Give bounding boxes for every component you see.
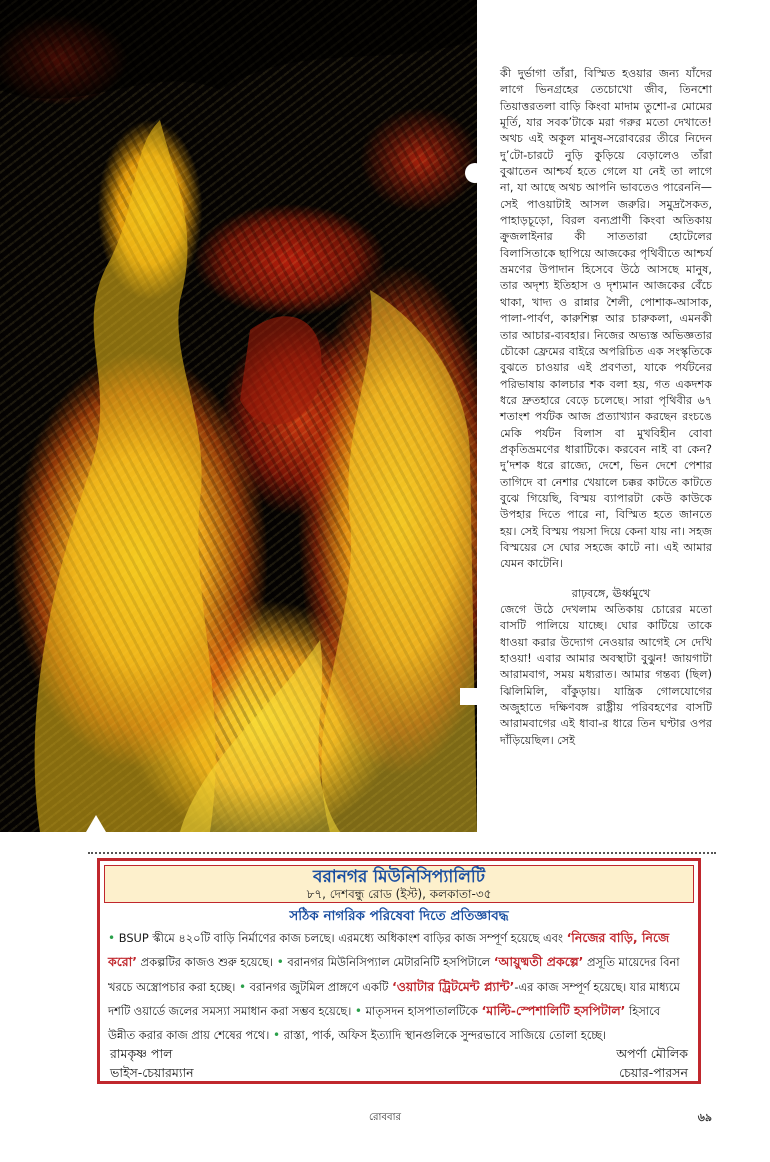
ad-item-1-tail: প্রকল্পটির কাজও শুরু হয়েছে।	[137, 955, 274, 970]
signatory-left-name: রামকৃষ্ণ পাল	[110, 1046, 173, 1061]
bullet-icon: •	[272, 1027, 281, 1042]
ad-item-1-highlight: ‘নিজের বাড়ি, নিজে করো’	[108, 930, 670, 970]
ad-body	[100, 926, 698, 1047]
signatory-left-designation: ভাইস-চেয়ারম্যান	[110, 1065, 194, 1080]
signatory-right-designation: চেয়ার-পারসন	[619, 1065, 688, 1080]
flame-right-shape	[322, 290, 477, 832]
ad-item-1-text: BSUP স্কীমে ৪২০টি বাড়ি নির্মাণের কাজ চলছে। এরমধ্যে অধিকাংশ বাড়ির কাজ সম্পূর্ণ হয়েছে এবং	[118, 931, 567, 945]
ad-tagline: সঠিক নাগরিক পরিষেবা দিতে প্রতিজ্ঞাবদ্ধ	[289, 908, 509, 924]
signatory-right-name: অপর্ণা মৌলিক	[616, 1046, 688, 1061]
signatory-left	[110, 1044, 194, 1082]
ad-header	[104, 865, 694, 903]
article-paragraph-1: কী দুর্ভাগা তাঁরা, বিস্মিত হওয়ার জন্য যাঁদের লাগে ভিনগ্রহের তেচোখো জীব, তিনশো তিয়াত্তরতলা বাড়ি কিংবা মাদাম তুশো-র মোমের মূর্তি, যার সবক’টাকে মরা গরুর মতো দেখাতে! অথচ এই অকূল মানুষ-সরোবরের তীরে নিদেন দু’টো-চারটে নুড়ি কুড়িয়ে বেড়ালেও তাঁরা বুঝাতেন আশ্চর্য হতে গেলে যা নেই তা লাগে না, যা আছে অথচ আপনি ভাবতেও পারেননি—সেই পাওয়াটাই আসল জরুরি। সমুদ্রসৈকত, পাহাড়চূড়ো, বিরল বন্যপ্রাণী কিংবা অতিকায় ক্রুজলাইনার কী সাততারা হোটেলের বিলাসিতাকে ছাপিয়ে আজকের পৃথিবীতে আশ্চর্য ভ্রমণের উপাদান হিসেবে উঠে আসছে মানুষ, তার অদৃশ্য ইতিহাস ও দৃশ্যমান আজকের বেঁচে থাকা, খাদ্য ও রান্নার শৈলী, পোশাক-আসাক, পালা-পার্বণ, কারুশিল্প আর চারুকলা, এমনকী তার আচার-ব্যবহার। নিজের অভ্যস্ত অভিজ্ঞতার চৌকো ফ্রেমের বাইরে অপরিচিত এক সংস্কৃতিকে বুঝতে চাওয়ার এই প্রবণতা, যাকে পর্যটনের পরিভাষায় কালচার শক বলা হয়, গত একদশক ধরে দ্রুতহারে বেড়ে চলেছে। সারা পৃথিবীর ৬৭ শতাংশ পর্যটক আজ প্রত্যাখ্যান করছেন রংচঙে মেকি পর্যটন বিলাস বা মুখবিহীন বোবা প্রকৃতিভ্রমণের ধারাটিকে। করবেন নাই বা কেন? দু’দশক ধরে রাজ্যে, দেশে, ভিন দেশে পেশার তাগিদে বা নেশার খেয়ালে চক্কর কাটতে কাটতে বুঝে গিয়েছি, বিস্ময় ব্যাপারটা কেউ কাউকে উপহার দিতে পারে না, বিস্মিত হতে জানতে হয়। সেই বিস্ময় পয়সা দিয়ে কেনা যায় না। সহজ বিস্ময়ের সে ঘোর সহজে কাটে না। এই আমার যেমন কাটেনি।	[500, 67, 712, 571]
footer-section-name: রোববার	[369, 1112, 401, 1123]
bullet-icon: •	[108, 931, 116, 945]
article-paragraph-2: জেগে উঠে দেখলাম অতিকায় চোরের মতো বাসটি পালিয়ে যাচ্ছে। ঘোর কাটিয়ে তাকে ধাওয়া করার উদ্যোগ নেওয়ার আগেই সে দেখি হাওয়া! এবার আমার অবস্থাটা বুঝুন! জায়গাটা আরামবাগ, সময় মধ্যরাত। আমার গন্তব্য (ছিল) ঝিলিমিলি, বাঁকুড়ায়। যান্ত্রিক গোলযোগের অজুহাতে দক্ষিণবঙ্গ রাষ্ট্রীয় পরিবহণের বাসটি আরামবাগের এই ধাবা-র ধারে তিন ঘণ্টার ওপর দাঁড়িয়েছিল। সেই	[500, 603, 712, 747]
ad-item-2-text: বরানগর মিউনিসিপ্যাল মেটারনিটি হসপিটালে	[287, 955, 494, 970]
ad-item-3-highlight: ‘ওয়াটার ট্রিটমেন্ট প্ল্যান্ট’	[391, 978, 515, 994]
ad-address: ৮৭, দেশবন্ধু রোড (ইস্ট), কলকাতা-৩৫	[306, 887, 492, 901]
dotted-divider	[88, 852, 716, 854]
ad-item-4-highlight: ‘মাল্টি-স্পেশালিটি হসপিটাল’	[481, 1003, 626, 1019]
circle-notch	[465, 163, 485, 183]
ember-red-shape	[240, 316, 322, 424]
ad-title: বরানগর মিউনিসিপ্যালিটি	[312, 867, 485, 887]
fire-artwork-image	[0, 0, 477, 832]
dark-edge-shape	[0, 0, 477, 99]
ad-item-3-text: বরানগর জুটমিল প্রাঙ্গণে একটি	[249, 979, 392, 994]
ad-item-4-tail: হিসাবে উন্নীত করার কাজ প্রায় শেষের পথে।	[108, 1004, 661, 1042]
article-subheading: রাঢ়বঙ্গে, ঊর্ধ্বমুখে	[571, 586, 651, 600]
square-notch	[460, 688, 477, 705]
bullet-icon: •	[276, 955, 284, 970]
article-column	[500, 66, 712, 749]
municipality-advertisement	[97, 858, 701, 1084]
ad-item-4-text: মাতৃসদন হাসপাতালটিকে	[365, 1004, 482, 1019]
page-number: ৬৯	[697, 1111, 712, 1124]
bullet-icon: •	[238, 979, 247, 994]
ad-item-3-tail: -এর কাজ সম্পূর্ণ হয়েছে। যার মাধ্যমে দশটি ওয়ার্ডে জলের সমস্যা সমাধান করা সম্ভব হয়েছে।	[108, 979, 680, 1019]
triangle-notch	[86, 815, 106, 832]
ad-item-5-text: রাস্তা, পার্ক, অফিস ইত্যাদি স্থানগুলিকে সুন্দরভাবে সাজিয়ে তোলা হচ্ছে।	[283, 1027, 607, 1042]
flame-left-shape	[35, 120, 216, 832]
ad-item-2-tail: প্রসূতি মায়েদের বিনা খরচে অস্ত্রোপচার করা হচ্ছে।	[108, 955, 680, 994]
bullet-icon: •	[354, 1004, 362, 1019]
signatory-right	[616, 1044, 688, 1082]
flame-shapes	[0, 0, 477, 832]
ad-item-2-highlight: ‘আয়ুষ্মতী প্রকল্পে’	[493, 954, 584, 970]
